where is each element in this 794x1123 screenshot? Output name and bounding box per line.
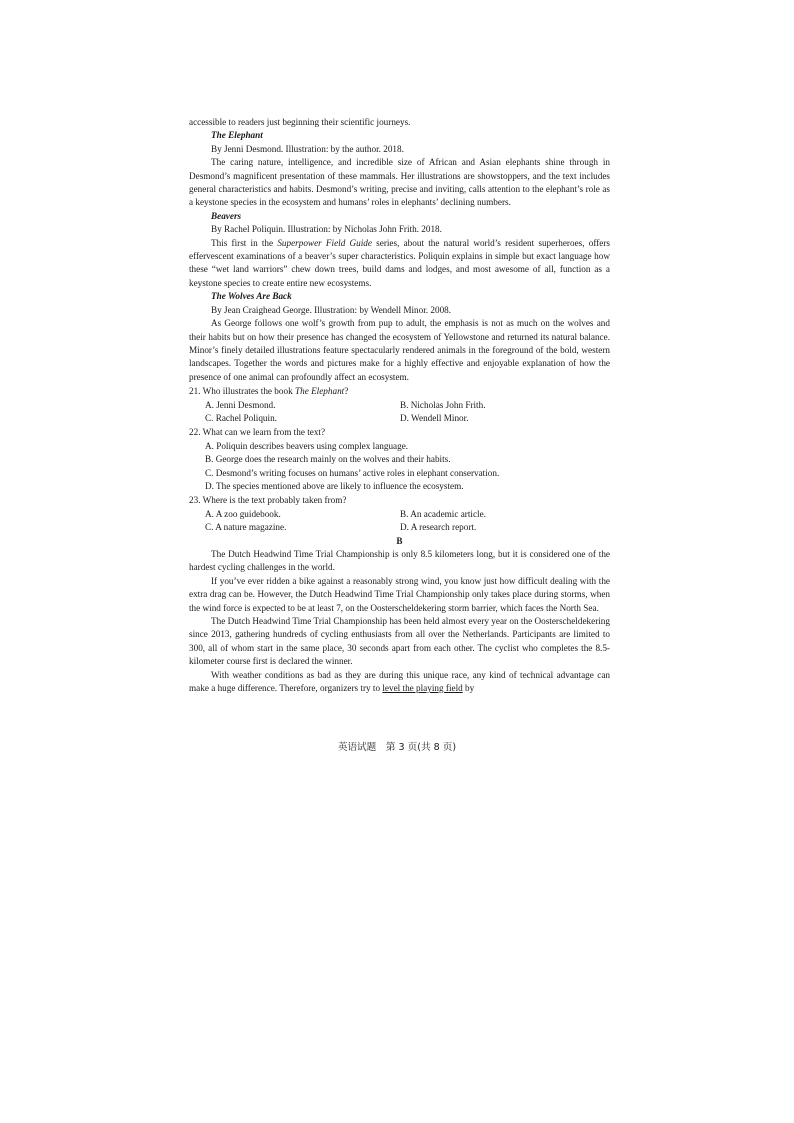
page-body [189, 116, 610, 695]
q23-option-c: C. A nature magazine. [205, 522, 287, 533]
q21-option-d: D. Wendell Minor. [400, 412, 469, 423]
book-desc-wolves: As George follows one wolf’s growth from pup to adult, the emphasis is not as much on the wolves and their habits but on how their presence has changed the ecosystem of Yellowstone and returned its natural balance. Minor’s finely detailed illustrations feature spectacularly rendered animals in the foreground of the bold, western landscapes. Together the words and pictures make for a highly effective and enjoyable explanation of how the presence of one animal can profoundly affect an ecosystem. [189, 318, 610, 382]
q21-option-a: A. Jenni Desmond. [205, 399, 276, 410]
p4-post: by [462, 683, 475, 694]
book-desc-elephant: The caring nature, intelligence, and incredible size of African and Asian elephants shine through in Desmond’s magnificent presentation of these mammals. Her illustrations are showstoppers, and the text includes general characteristics and habits. Desmond’s writing, precise and inviting, calls attention to the elephant’s role as a keystone species in the ecosystem and humans’ roles in elephants’ declining numbers. [189, 157, 610, 208]
book-desc-beavers [189, 237, 610, 291]
q23-option-a: A. A zoo guidebook. [205, 508, 281, 519]
section-b-paragraph-4 [189, 669, 610, 696]
book-byline-elephant: By Jenni Desmond. Illustration: by the author. 2018. [211, 143, 404, 154]
question-22-stem: 22. What can we learn from the text? [189, 427, 326, 438]
p4-pre: With weather conditions as bad as they are during this unique race, any kind of technical advantage can make a huge difference. Therefore, organizers try to [189, 669, 610, 694]
book-title-wolves: The Wolves Are Back [211, 291, 292, 302]
page-footer: 英语试题 第 3 页(共 8 页) [337, 742, 457, 753]
q21-option-b: B. Nicholas John Frith. [400, 399, 486, 410]
beavers-desc-pre: This first in the [211, 237, 278, 248]
question-22-options [189, 440, 610, 494]
intro-tail: accessible to readers just beginning their scientific journeys. [189, 117, 411, 127]
q22-option-b: B. George does the research mainly on the wolves and their habits. [205, 454, 451, 465]
beavers-desc-post: series, about the natural world’s resident superheroes, offers effervescent examinations of a beaver’s super characteristics. Poliquin explains in simple but exact language how these “wet land warriors” chew down trees, build dams and lodges, and most awesome of all, function as a keystone species to create entire new ecosystems. [189, 237, 610, 288]
q21-stem-post: ? [344, 386, 349, 397]
question-21-options [189, 399, 610, 426]
q21-stem-title: The Elephant [294, 386, 345, 397]
q23-option-b: B. An academic article. [400, 508, 486, 519]
section-b-paragraph-3: The Dutch Headwind Time Trial Championship has been held almost every year on the Oosterscheldekering since 2013, gathering hundreds of cycling enthusiasts from all over the Netherlands. Participants are limited to 300, all of whom start in the same place, 30 seconds apart from each other. The cyclist who completes the 8.5-kilometer course first is declared the winner. [189, 616, 610, 667]
p4-underlined-phrase: level the playing field [382, 683, 463, 694]
question-23-stem: 23. Where is the text probably taken from? [189, 495, 347, 506]
q21-stem-pre: 21. Who illustrates the book [189, 386, 295, 397]
beavers-series-name: Superpower Field Guide [277, 237, 372, 248]
book-byline-wolves: By Jean Craighead George. Illustration: by Wendell Minor. 2008. [211, 304, 452, 315]
book-title-beavers: Beavers [211, 210, 242, 221]
book-title-elephant: The Elephant [211, 130, 263, 141]
question-21-stem [189, 385, 610, 398]
q21-option-c: C. Rachel Poliquin. [205, 412, 277, 423]
q22-option-a: A. Poliquin describes beavers using complex language. [205, 440, 409, 451]
section-b-paragraph-2: If you’ve ever ridden a bike against a reasonably strong wind, you know just how difficult dealing with the extra drag can be. However, the Dutch Headwind Time Trial Championship only takes place during storms, when the wind force is expected to be at least 7, on the Oosterscheldekering storm barrier, which faces the North Sea. [189, 575, 610, 613]
question-23-options [189, 508, 610, 535]
section-b-label: B [396, 535, 403, 546]
section-b-paragraph-1: The Dutch Headwind Time Trial Championship is only 8.5 kilometers long, but it is considered one of the hardest cycling challenges in the world. [189, 549, 610, 573]
book-byline-beavers: By Rachel Poliquin. Illustration: by Nicholas John Frith. 2018. [211, 224, 442, 235]
q22-option-d: D. The species mentioned above are likely to influence the ecosystem. [205, 480, 464, 491]
q22-option-c: C. Desmond’s writing focuses on humans’ active roles in elephant conservation. [205, 467, 500, 478]
q23-option-d: D. A research report. [400, 522, 477, 533]
